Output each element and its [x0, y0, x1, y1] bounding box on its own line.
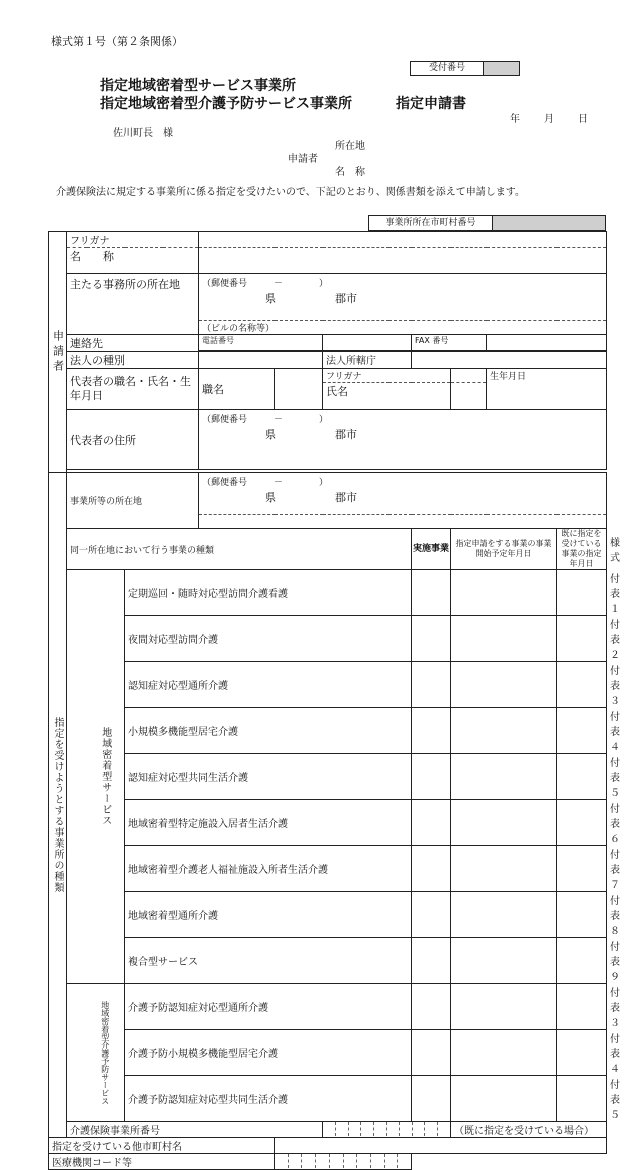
service-row-name: 地域密着型介護老人福祉施設入所者生活介護: [125, 846, 412, 892]
office-city-label: 郡市: [335, 491, 357, 504]
service-row-existing[interactable]: [557, 662, 607, 708]
service-row-existing[interactable]: [557, 846, 607, 892]
office-postal-code-label: （郵便番号 － ）: [202, 478, 329, 488]
service-row-existing[interactable]: [557, 570, 607, 616]
service-row-operate[interactable]: [412, 984, 451, 1030]
title-line1: 指定地域密着型サービス事業所: [100, 78, 296, 94]
service-row-existing[interactable]: [557, 616, 607, 662]
service-row-operate[interactable]: [412, 616, 451, 662]
rep-address-label: 代表者の住所: [67, 410, 199, 470]
service-row-operate[interactable]: [412, 708, 451, 754]
business-side-label: 指定を受けようとする事業所の種類: [49, 473, 67, 1138]
service-row-start[interactable]: [451, 892, 557, 938]
name-label: 名 称: [67, 248, 199, 274]
rep-postal-code-label: （郵便番号 － ）: [202, 415, 329, 425]
city-label: 郡市: [335, 292, 357, 305]
municipality-code-box: [368, 215, 606, 231]
applicant-address-label: 所在地: [335, 141, 365, 152]
applicant-side-label: 申請者: [49, 232, 67, 473]
fax-field[interactable]: [487, 335, 607, 351]
service-row-existing[interactable]: [557, 892, 607, 938]
service-row-name: 夜間対応型訪問介護: [125, 616, 412, 662]
postal-code-label: （郵便番号 － ）: [202, 279, 329, 289]
representative-label: 代表者の職名・氏名・生年月日: [67, 369, 199, 410]
municipality-code-field[interactable]: [493, 216, 605, 230]
service-row-start[interactable]: [451, 938, 557, 984]
prefecture-label: 県: [265, 292, 276, 305]
receipt-number-label: 受付番号: [411, 62, 484, 75]
office-address-label: 事業所等の所在地: [67, 473, 199, 529]
service-row-existing[interactable]: [557, 800, 607, 846]
receipt-number-box: [410, 61, 520, 76]
service-row-existing[interactable]: [557, 1030, 607, 1076]
furigana-field[interactable]: [199, 232, 607, 248]
service-row-name: 介護予防認知症対応型共同生活介護: [125, 1076, 412, 1122]
service-row-name: 定期巡回・随時対応型訪問介護看護: [125, 570, 412, 616]
corp-type-field[interactable]: [199, 352, 323, 369]
furigana-label: フリガナ: [67, 232, 199, 248]
corp-authority-field[interactable]: [412, 352, 607, 369]
office-prefecture-label: 県: [265, 491, 276, 504]
service-row-name: 小規模多機能型居宅介護: [125, 708, 412, 754]
service-row-existing[interactable]: [557, 1076, 607, 1122]
service-row-operate[interactable]: [412, 662, 451, 708]
date-day: 日: [578, 114, 588, 125]
group1-label: 地域密着型サービス: [87, 570, 125, 984]
service-row-start[interactable]: [451, 754, 557, 800]
service-row-start[interactable]: [451, 616, 557, 662]
rep-furigana-label: フリガナ: [323, 369, 451, 383]
corp-authority-label: 法人所轄庁: [323, 352, 412, 369]
office-address-field[interactable]: [199, 473, 607, 515]
main-office-address-field[interactable]: [199, 274, 607, 321]
service-row-operate[interactable]: [412, 892, 451, 938]
rep-city-label: 郡市: [335, 428, 357, 441]
col-existing-header: 既に指定を受けている事業の指定年月日: [557, 529, 607, 570]
service-row-name: 地域密着型通所介護: [125, 892, 412, 938]
service-row-existing[interactable]: [557, 754, 607, 800]
date-year: 年: [510, 114, 520, 125]
service-row-operate[interactable]: [412, 570, 451, 616]
service-row-start[interactable]: [451, 708, 557, 754]
insurance-number-field[interactable]: [323, 1122, 451, 1138]
municipality-code-label: 事業所所在市町村番号: [369, 216, 493, 230]
service-row-operate[interactable]: [412, 938, 451, 984]
intro-text: 介護保険法に規定する事業所に係る指定を受けたいので、下記のとおり、関係書類を添えて申請します。: [56, 187, 525, 198]
medical-code-label: 医療機関コード等: [49, 1154, 275, 1170]
building-name-field[interactable]: （ビルの名称等）: [199, 321, 607, 335]
addressee: 佐川町長 様: [113, 128, 173, 139]
name-field[interactable]: [199, 248, 607, 274]
service-row-existing[interactable]: [557, 984, 607, 1030]
main-office-label: 主たる事務所の所在地: [67, 274, 199, 335]
service-row-operate[interactable]: [412, 1030, 451, 1076]
medical-code-field[interactable]: [275, 1154, 412, 1170]
job-title-field[interactable]: [275, 369, 323, 410]
service-row-start[interactable]: [451, 570, 557, 616]
date-month: 月: [544, 114, 554, 125]
service-row-existing[interactable]: [557, 938, 607, 984]
service-row-start[interactable]: [451, 1076, 557, 1122]
col-start-header: 指定申請をする事業の事業開始予定年月日: [451, 529, 557, 570]
service-row-operate[interactable]: [412, 846, 451, 892]
contact-label: 連絡先: [67, 335, 199, 352]
corp-type-label: 法人の種別: [67, 352, 199, 369]
rep-address-field[interactable]: [199, 410, 607, 470]
existing-note: （既に指定を受けている場合）: [451, 1122, 607, 1138]
service-row-start[interactable]: [451, 800, 557, 846]
service-row-name: 認知症対応型共同生活介護: [125, 754, 412, 800]
title-line2: 指定地域密着型介護予防サービス事業所: [100, 96, 352, 112]
service-row-start[interactable]: [451, 662, 557, 708]
group2-label: 地域密着型介護予防サービス: [87, 984, 125, 1122]
office-building-field[interactable]: [199, 515, 607, 529]
applicant-label: 申請者: [288, 154, 318, 165]
service-row-name: 介護予防認知症対応型通所介護: [125, 984, 412, 1030]
tel-label: 電話番号: [199, 335, 323, 351]
service-row-start[interactable]: [451, 984, 557, 1030]
applicant-name-label: 名 称: [335, 167, 365, 178]
rep-name-field[interactable]: [451, 383, 487, 410]
service-row-operate[interactable]: [412, 800, 451, 846]
title-suffix: 指定申請書: [396, 96, 466, 112]
service-row-name: 地域密着型特定施設入居者生活介護: [125, 800, 412, 846]
form-number: 様式第１号（第２条関係）: [51, 35, 183, 48]
service-row-name: 認知症対応型通所介護: [125, 662, 412, 708]
other-municipality-label: 指定を受けている他市町村名: [49, 1138, 275, 1154]
same-site-label: 同一所在地において行う事業の種類: [67, 529, 412, 570]
service-row-start[interactable]: [451, 846, 557, 892]
service-row-start[interactable]: [451, 1030, 557, 1076]
rep-name-label: 氏名: [323, 383, 451, 410]
birth-date-label: 生年月日: [487, 369, 607, 410]
service-row-existing[interactable]: [557, 708, 607, 754]
rep-furigana-field[interactable]: [451, 369, 487, 383]
application-form-table: 申請者 フリガナ 名 称 主たる事務所の所在地 （郵便番号 － ） 県 郡市 （ビルの名称等） 連絡先 電話番号 FAX 番号 法人の種別 法人所轄庁 代表者の職名・氏名・生年月日 職名 フリガナ 生年月日 氏名 代表者の住所 （郵便番号 － ） 県 郡市 指定を受けようとする事業所の種類 事業所等の所在地 （郵便番号 － ） 県 郡市 同一所在地において行う事業の種類 実施事業 指定申請をする事業の事業開始予定年月日 既に指定を受けている事業の指定年月日 様式 地域密着型サービス 定期巡回・随時対応型訪問介護看護 付表１ 夜間対応型訪問介護 付表２ 認知症対応型通所介護 付表３ 小規模多機能型居宅介護 付表４ 認知症対応型共同生活介護 付表５ 地域密着型特定施設入居者生活介護 付表６ 地域密着型介護老人福祉施設入所者生活介護 付表７ 地域密着型通所介護 付表８ 複合型サービス 付表９ 地域密着型介護予防サービス 介護予防認知症対応型通所介護 付表３ 介護予防小規模多機能型居宅介護 付表４ 介護予防認知症対応型共同生活介護 付表５ 介護保険事業所番号 （既に指定を受けている場合） 指定を受けている他市町村名 医療機関コード等: [48, 231, 607, 1170]
rep-prefecture-label: 県: [265, 428, 276, 441]
insurance-number-label: 介護保険事業所番号: [67, 1122, 323, 1138]
job-title-label: 職名: [199, 369, 275, 410]
service-row-operate[interactable]: [412, 754, 451, 800]
other-municipality-field[interactable]: [275, 1138, 607, 1154]
service-row-name: 複合型サービス: [125, 938, 412, 984]
tel-field[interactable]: [323, 335, 412, 351]
fax-label: FAX 番号: [412, 335, 487, 351]
col-operate-header: 実施事業: [412, 529, 451, 570]
receipt-number-field[interactable]: [484, 62, 519, 75]
service-row-name: 介護予防小規模多機能型居宅介護: [125, 1030, 412, 1076]
service-row-operate[interactable]: [412, 1076, 451, 1122]
